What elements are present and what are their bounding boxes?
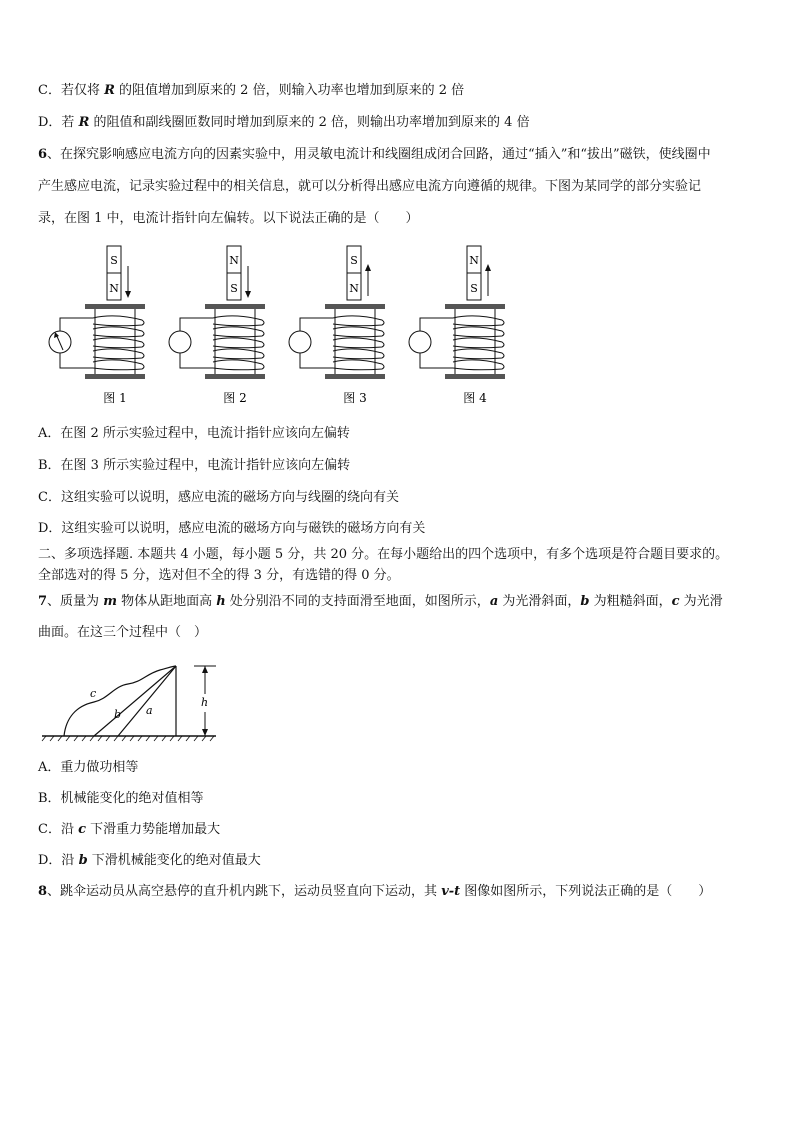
coil-top-plate: [325, 304, 385, 309]
q6-option-a: A．在图 2 所示实验过程中，电流计指针应该向左偏转: [38, 426, 350, 441]
q7-stem-line-2: 曲面。在这三个过程中（ ）: [38, 625, 208, 640]
magnet-bottom-pole: S: [470, 282, 478, 295]
magnet-top-pole: S: [110, 254, 118, 267]
coil-winding: [213, 316, 264, 326]
wire-top: [60, 318, 93, 331]
figure-caption: 图 4: [463, 391, 487, 405]
q7-var-a: a: [489, 594, 499, 609]
q7-var-h: h: [216, 594, 226, 609]
q8-stem-t2: 图像如图所示，下列说法正确的是（ ）: [460, 884, 712, 899]
q7-option-c-t2: 下滑重力势能增加最大: [86, 822, 221, 837]
wire-bottom: [300, 353, 333, 368]
q7-stem-t10: 为光滑: [679, 594, 723, 609]
q7-option-d: [38, 852, 261, 870]
coil-winding: [93, 338, 144, 348]
wire-top: [420, 318, 453, 331]
arrow-up-icon: [365, 264, 371, 271]
figure-panel-1: [49, 246, 145, 405]
galvanometer-icon: [289, 331, 311, 353]
coil-winding: [453, 316, 504, 326]
q6-option-c: C．这组实验可以说明，感应电流的磁场方向与线圈的绕向有关: [38, 490, 399, 505]
q5-option-c-text-2: 的阻值增加到原来的 2 倍，则输入功率也增加到原来的 2 倍: [114, 83, 465, 98]
q6-figure-panels: [49, 246, 505, 405]
coil-top-plate: [445, 304, 505, 309]
galvanometer-icon: [409, 331, 431, 353]
label-a: a: [146, 704, 153, 717]
label-b: b: [114, 708, 122, 721]
q7-option-d-var: b: [78, 853, 88, 868]
q7-number: 7: [38, 594, 48, 609]
coil-winding: [93, 349, 144, 359]
coil-winding: [453, 349, 504, 359]
magnet-top-pole: S: [350, 254, 358, 267]
q8-stem: [38, 883, 711, 901]
coil-bottom-plate: [205, 374, 265, 379]
magnet-bottom-pole: N: [349, 282, 359, 295]
coil-bottom-plate: [445, 374, 505, 379]
arrow-down-icon: [245, 291, 251, 298]
q7-var-b: b: [580, 594, 590, 609]
q6-stem-line-3: 录，在图 1 中，电流计指针向左偏转。以下说法正确的是（ ）: [38, 211, 419, 226]
q7-stem-t8: 为粗糙斜面，: [589, 594, 672, 609]
coil-bottom-plate: [85, 374, 145, 379]
label-h: h: [201, 696, 209, 709]
coil-winding: [93, 316, 144, 326]
q6-figure: [30, 240, 510, 415]
q7-option-a: A．重力做功相等: [38, 760, 139, 775]
coil-winding: [93, 360, 144, 370]
arrow-down-icon: [125, 291, 131, 298]
q6-option-b: B．在图 3 所示实验过程中，电流计指针应该向左偏转: [38, 458, 351, 473]
q6-option-d: D．这组实验可以说明，感应电流的磁场方向与磁铁的磁场方向有关: [38, 521, 426, 536]
magnet-top-pole: N: [469, 254, 479, 267]
q8-var-vt: v-t: [441, 884, 461, 899]
figure-caption: 图 3: [343, 391, 367, 405]
q8-number: 8: [38, 884, 48, 899]
coil-winding: [333, 360, 384, 370]
q7-figure: [36, 656, 226, 748]
wire-top: [300, 318, 333, 331]
coil-winding: [213, 327, 264, 337]
wire-bottom: [420, 353, 453, 368]
q7-option-d-t0: D．沿: [38, 853, 79, 868]
wire-top: [180, 318, 213, 331]
h-arrow-down-head: [202, 729, 208, 736]
incline-b: [94, 666, 176, 736]
q7-stem-t4: 处分别沿不同的支持面滑至地面，如图所示，: [225, 594, 490, 609]
coil-bottom-plate: [325, 374, 385, 379]
ground-hatching: [42, 736, 214, 741]
q5-option-d-text-1: D．若: [38, 115, 79, 130]
coil-winding: [213, 349, 264, 359]
coil-top-plate: [85, 304, 145, 309]
q7-option-c-var: c: [78, 822, 87, 837]
q7-option-c-t0: C．沿: [38, 822, 79, 837]
q5-option-d: [38, 114, 530, 132]
coil-winding: [333, 338, 384, 348]
coil-winding: [213, 338, 264, 348]
q7-var-c: c: [671, 594, 680, 609]
q5-option-c-var: R: [104, 83, 115, 98]
q7-stem-line-1: [38, 593, 723, 611]
q7-option-c: [38, 821, 220, 839]
arrow-up-icon: [485, 264, 491, 271]
q6-stem-line-1: [38, 146, 711, 164]
coil-winding: [93, 327, 144, 337]
q7-option-b: B．机械能变化的绝对值相等: [38, 791, 204, 806]
h-arrow-up-head: [202, 666, 208, 673]
q6-number: 6: [38, 147, 48, 162]
q7-stem-t2: 物体从距地面高: [116, 594, 217, 609]
q7-var-m: m: [103, 594, 117, 609]
section2-line-1: 二、多项选择题. 本题共 4 小题，每小题 5 分，共 20 分。在每小题给出的四个选项中，有多个选项是符合题目要求的。: [38, 547, 729, 562]
coil-winding: [453, 360, 504, 370]
magnet-bottom-pole: S: [230, 282, 238, 295]
coil-winding: [333, 349, 384, 359]
q5-option-c-text-1: C．若仅将: [38, 83, 105, 98]
coil-winding: [453, 327, 504, 337]
q5-option-d-text-2: 的阻值和副线圈匝数同时增加到原来的 2 倍，则输出功率增加到原来的 4 倍: [89, 115, 530, 130]
coil-winding: [453, 338, 504, 348]
label-c: c: [90, 687, 97, 700]
magnet-top-pole: N: [229, 254, 239, 267]
q8-stem-t0: 、跳伞运动员从高空悬停的直升机内跳下，运动员竖直向下运动，其: [47, 884, 442, 899]
figure-caption: 图 2: [223, 391, 247, 405]
coil-winding: [213, 360, 264, 370]
q7-option-d-t2: 下滑机械能变化的绝对值最大: [87, 853, 261, 868]
wire-bottom: [180, 353, 213, 368]
q5-option-c: [38, 82, 464, 100]
q7-stem-t0: 、质量为: [47, 594, 104, 609]
figure-panel-2: [169, 246, 265, 405]
coil-winding: [333, 327, 384, 337]
q7-stem-t6: 为光滑斜面，: [498, 594, 581, 609]
wire-bottom: [60, 353, 93, 368]
figure-caption: 图 1: [103, 391, 127, 405]
q6-stem-line-2: 产生感应电流，记录实验过程中的相关信息，就可以分析得出感应电流方向遵循的规律。下图为某同学的部分实验记: [38, 179, 702, 194]
galvanometer-icon: [169, 331, 191, 353]
figure-panel-4: [409, 246, 505, 405]
coil-top-plate: [205, 304, 265, 309]
q5-option-d-var: R: [78, 115, 90, 130]
section2-line-2: 全部选对的得 5 分，选对但不全的得 3 分，有选错的得 0 分。: [38, 568, 400, 583]
figure-panel-3: [289, 246, 385, 405]
coil-winding: [333, 316, 384, 326]
curve-c: [64, 666, 176, 736]
q6-stem-text-1: 、在探究影响感应电流方向的因素实验中，用灵敏电流计和线圈组成闭合回路，通过“插入”和“拔出”磁铁，使线圈中: [47, 147, 711, 162]
magnet-bottom-pole: N: [109, 282, 119, 295]
